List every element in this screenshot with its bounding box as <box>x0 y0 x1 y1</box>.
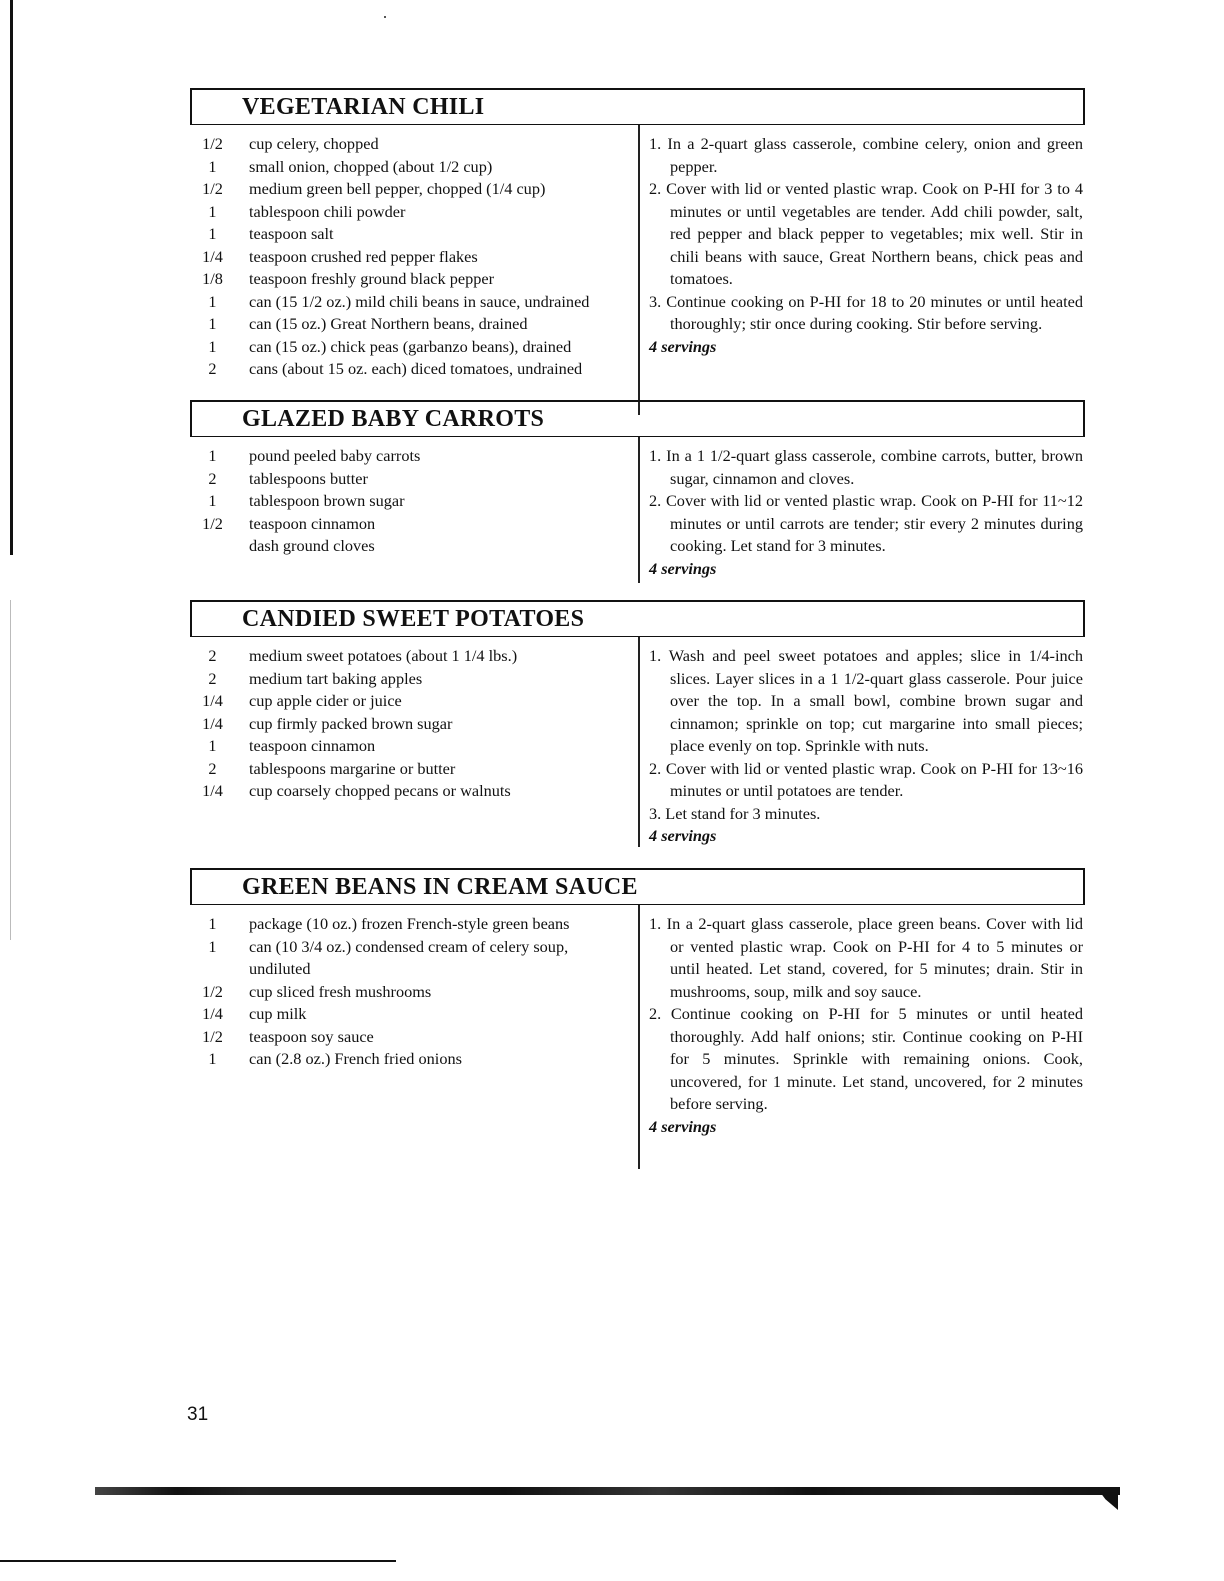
direction-step: 3. Continue cooking on P-HI for 18 to 20 minutes or until heated thoroughly; stir once during cooking. Stir before serving. <box>649 291 1083 333</box>
ingredient <box>190 513 630 536</box>
ingredient-text: cans (about 15 oz. each) diced tomatoes, undrained <box>249 359 583 378</box>
ingredient-qty: 1 <box>208 914 217 933</box>
ingredient-qty <box>190 535 235 558</box>
ingredient-text: tablespoons butter <box>249 468 368 488</box>
ingredient-qty: 2 <box>208 359 217 378</box>
ingredient-text: undiluted <box>249 959 311 978</box>
ingredient-qty: 2 <box>208 668 217 688</box>
direction-step: 1. In a 1 1/2-quart glass casserole, combine carrots, butter, brown sugar, cinnamon and cloves. <box>649 446 1083 488</box>
ingredient-text: dash ground cloves <box>249 536 375 555</box>
ingredient <box>190 690 630 713</box>
ingredient-text: tablespoons margarine or butter <box>249 758 456 778</box>
ingredients-list <box>190 133 630 381</box>
recipe-title-box <box>190 868 1085 905</box>
ingredient <box>190 1048 630 1071</box>
scan-speck <box>384 16 386 18</box>
ingredient-text: teaspoon crushed red pepper flakes <box>249 246 478 266</box>
ingredient <box>190 336 630 359</box>
ingredient-text: medium green bell pepper, chopped (1/4 cup) <box>249 179 546 198</box>
ingredient <box>190 645 630 668</box>
column-divider <box>638 637 640 847</box>
ingredient-qty: 2 <box>208 468 217 488</box>
directions <box>649 913 1083 1138</box>
ingredient-text: cup celery, chopped <box>249 134 379 153</box>
ingredient-qty: 1/4 <box>202 713 223 733</box>
ingredient <box>190 981 630 1004</box>
ingredient-text: teaspoon cinnamon <box>249 513 376 533</box>
ingredient-qty <box>190 958 235 981</box>
recipe-vegetarian-chili <box>190 88 1085 378</box>
ingredient-qty: 1 <box>208 314 217 333</box>
ingredient-qty: 1/4 <box>202 246 223 266</box>
ingredient-text: small onion, chopped (about 1/2 cup) <box>249 156 493 176</box>
recipe-green-beans-cream-sauce <box>190 868 1085 1136</box>
ingredient-qty: 1 <box>208 156 217 176</box>
ingredient <box>190 156 630 179</box>
ingredient-text: cup sliced fresh mushrooms <box>249 981 432 1001</box>
ingredient <box>190 936 630 959</box>
recipe-title: CANDIED SWEET POTATOES <box>242 603 584 635</box>
recipe-title-box <box>190 600 1085 637</box>
ingredient-text: can (15 1/2 oz.) mild chili beans in sauce, undrained <box>249 291 590 311</box>
direction-step: 3. Let stand for 3 minutes. <box>649 803 821 823</box>
direction-step: 2. Continue cooking on P-HI for 5 minutes or until heated thoroughly. Add half onions; stir. Continue cooking on P-HI for 5 minutes. Sprinkle with remaining onions. Cook, uncovered, for 1 minute. Let stand, uncovered, for 2 minutes before serving. <box>649 1004 1083 1113</box>
ingredient-text: teaspoon cinnamon <box>249 736 376 755</box>
ingredient <box>190 223 630 246</box>
direction-step: 2. Cover with lid or vented plastic wrap. Cook on P-HI for 11~12 minutes or until carrots are tender; stir every 2 minutes during cooking. Let stand for 3 minutes. <box>649 491 1083 555</box>
recipe-title: VEGETARIAN CHILI <box>242 91 484 123</box>
ingredient-qty: 1/4 <box>202 781 223 800</box>
ingredient <box>190 758 630 781</box>
ingredient <box>190 780 630 803</box>
ingredient <box>190 313 630 336</box>
ingredient-qty: 1/2 <box>202 1026 223 1046</box>
ingredient-qty: 1/4 <box>202 691 223 710</box>
ingredient-qty: 1 <box>208 491 217 510</box>
ingredient-text: can (10 3/4 oz.) condensed cream of celery soup, <box>249 936 569 956</box>
ingredient-qty: 1/2 <box>202 513 223 533</box>
ingredient <box>190 735 630 758</box>
ingredient-text: cup coarsely chopped pecans or walnuts <box>249 781 511 800</box>
servings: 4 servings <box>649 558 717 578</box>
bottom-scan-bar <box>95 1487 1120 1495</box>
ingredient <box>190 291 630 314</box>
ingredients-list <box>190 645 630 803</box>
ingredient-text: cup firmly packed brown sugar <box>249 713 453 733</box>
ingredient <box>190 713 630 736</box>
ingredient-text: can (15 oz.) Great Northern beans, drained <box>249 314 528 333</box>
ingredient-text: teaspoon salt <box>249 224 334 243</box>
ingredient-qty: 1 <box>208 224 217 243</box>
ingredient <box>190 668 630 691</box>
recipe-glazed-baby-carrots <box>190 400 1085 578</box>
direction-step: 2. Cover with lid or vented plastic wrap. Cook on P-HI for 13~16 minutes or until potatoes are tender. <box>649 758 1083 800</box>
ingredient-text: medium tart baking apples <box>249 668 423 688</box>
ingredient-qty: 1/2 <box>202 134 223 153</box>
ingredient <box>190 490 630 513</box>
ingredient-text: tablespoon brown sugar <box>249 491 405 510</box>
ingredient-text: can (2.8 oz.) French fried onions <box>249 1049 462 1068</box>
ingredient-qty: 1 <box>208 291 217 311</box>
page-edge <box>10 0 13 555</box>
ingredient-qty: 1/8 <box>202 269 223 288</box>
bottom-rule <box>0 1560 396 1562</box>
ingredient-qty: 1/2 <box>202 981 223 1001</box>
ingredient-qty: 2 <box>208 758 217 778</box>
ingredient-text: cup milk <box>249 1004 307 1023</box>
column-divider <box>638 437 640 583</box>
ingredient <box>190 358 630 381</box>
ingredient <box>190 958 630 981</box>
ingredient <box>190 178 630 201</box>
ingredient-qty: 1 <box>208 736 217 755</box>
servings: 4 servings <box>649 336 717 356</box>
directions <box>649 645 1083 848</box>
bottom-scan-bar-tip <box>1100 1492 1118 1510</box>
ingredient-qty: 1/4 <box>202 1004 223 1023</box>
ingredient-qty: 1 <box>208 936 217 956</box>
ingredient <box>190 535 630 558</box>
directions <box>649 133 1083 358</box>
direction-step: 1. In a 2-quart glass casserole, combine celery, onion and green pepper. <box>649 134 1083 176</box>
ingredient-qty: 1/2 <box>202 179 223 198</box>
ingredient <box>190 1026 630 1049</box>
ingredient <box>190 1003 630 1026</box>
ingredient <box>190 913 630 936</box>
ingredient-text: teaspoon soy sauce <box>249 1026 374 1046</box>
directions <box>649 445 1083 580</box>
ingredient <box>190 201 630 224</box>
ingredient-text: package (10 oz.) frozen French-style green beans <box>249 914 570 933</box>
recipe-title: GLAZED BABY CARROTS <box>242 403 544 435</box>
ingredient <box>190 468 630 491</box>
direction-step: 2. Cover with lid or vented plastic wrap. Cook on P-HI for 3 to 4 minutes or until vegetables are tender. Add chili powder, salt, red pepper and black pepper to vegetables; mix well. Stir in chili beans with sauce, Great Northern beans, chick peas and tomatoes. <box>649 179 1083 288</box>
recipe-title: GREEN BEANS IN CREAM SAUCE <box>242 871 638 903</box>
page-edge-faint <box>10 600 11 940</box>
ingredient-qty: 1 <box>208 336 217 356</box>
ingredient-qty: 2 <box>208 646 217 665</box>
ingredient <box>190 133 630 156</box>
ingredient <box>190 246 630 269</box>
servings: 4 servings <box>649 826 717 845</box>
recipe-title-box <box>190 88 1085 125</box>
column-divider <box>638 905 640 1169</box>
direction-step: 1. In a 2-quart glass casserole, place green beans. Cover with lid or vented plastic wrap. Cook on P-HI for 4 to 5 minutes or until heated. Let stand, covered, for 5 minutes; drain. Stir in mushrooms, soup, milk and soy sauce. <box>649 914 1083 1001</box>
page-number: 31 <box>187 1404 209 1425</box>
ingredient-text: teaspoon freshly ground black pepper <box>249 269 495 288</box>
ingredient-qty: 1 <box>208 446 217 465</box>
direction-step: 1. Wash and peel sweet potatoes and apples; slice in 1/4-inch slices. Layer slices in a 1 1/2-quart glass casserole. Pour juice over the top. In a small bowl, combine brown sugar and cinnamon; sprinkle on top; cut margarine into small pieces; place evenly on top. Sprinkle with nuts. <box>649 646 1083 755</box>
ingredients-list <box>190 913 630 1071</box>
ingredient-text: can (15 oz.) chick peas (garbanzo beans), drained <box>249 336 572 356</box>
ingredient <box>190 268 630 291</box>
servings: 4 servings <box>649 1116 717 1136</box>
ingredient-text: pound peeled baby carrots <box>249 446 421 465</box>
ingredient-text: cup apple cider or juice <box>249 691 402 710</box>
ingredient-text: tablespoon chili powder <box>249 201 406 221</box>
column-divider <box>638 125 640 415</box>
ingredient <box>190 445 630 468</box>
recipe-title-box <box>190 400 1085 437</box>
ingredient-qty: 1 <box>208 201 217 221</box>
ingredient-qty: 1 <box>208 1049 217 1068</box>
ingredients-list <box>190 445 630 558</box>
ingredient-text: medium sweet potatoes (about 1 1/4 lbs.) <box>249 646 518 665</box>
recipe-candied-sweet-potatoes <box>190 600 1085 845</box>
